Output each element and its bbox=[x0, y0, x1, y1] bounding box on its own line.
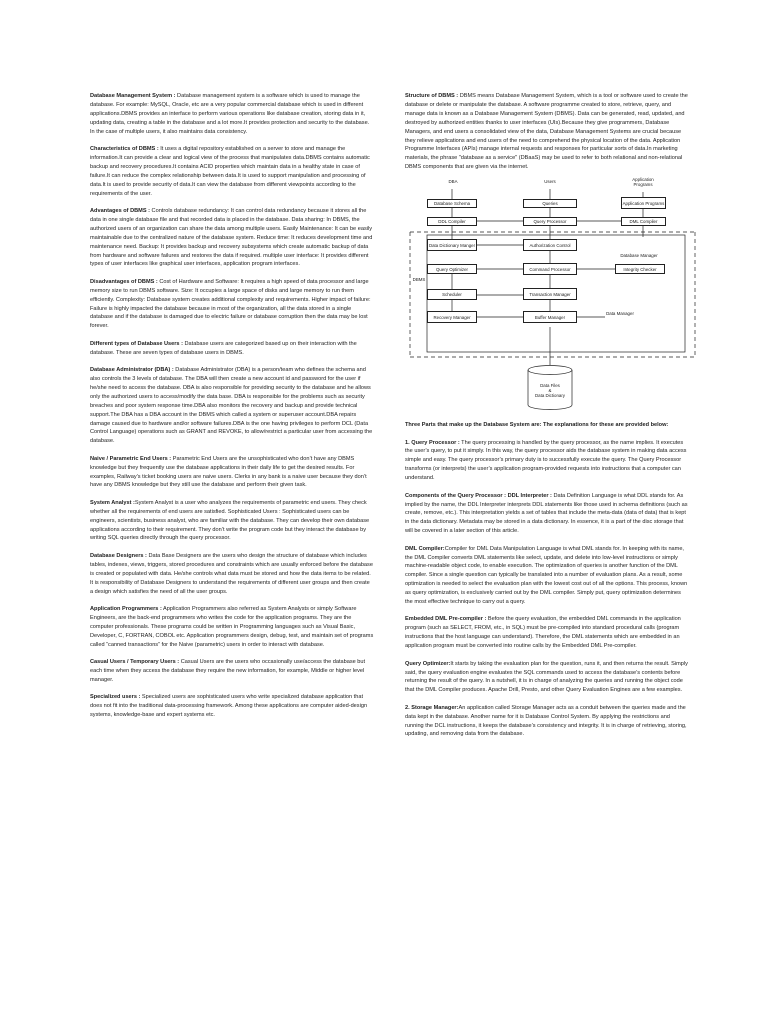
box-query-processor: Query Processor bbox=[523, 217, 577, 226]
heading-database-designers: Database Designers : bbox=[90, 552, 147, 559]
box-integrity-checker: Integrity Checker bbox=[615, 264, 665, 274]
label-data-files-line2: & bbox=[548, 388, 552, 394]
text-naive-users: Parametric End Users are the unsophisticated who don’t have any DBMS knowledge but they frequently use the database applications in their daily life to get the desired results. For examples, Railway’s ticket booking users are naive users. Clerks in any bank is a naive user because they don’t have any DBMS knowledge but they still use the database and perform their given task. bbox=[90, 455, 367, 489]
paragraph-advantages bbox=[90, 207, 374, 269]
paragraph-characteristics bbox=[90, 145, 374, 198]
paragraph-database-designers bbox=[90, 552, 374, 597]
box-dml-compiler: DML Compiler bbox=[621, 217, 666, 226]
paragraph-query-processor bbox=[405, 439, 689, 484]
box-query-optimizer: Query Optimizer bbox=[427, 264, 477, 274]
text-application-programmers: Application Programmers also referred as System Analysts or simply Software Engineers, are the back-end programmers who writes the code for the application programs. They are the computer professionals. These programs could be written in Programming languages such as Visual Basic, Developer, C, FORTRAN, COBOL etc. Application programmers design, debug, test, and maintain set of programs called “canned transactions” for the Naive (parametric) users in order to interact with database. bbox=[90, 605, 374, 648]
heading-application-programmers: Application Programmers : bbox=[90, 605, 162, 612]
text-embedded-dml: Before the query evaluation, the embedded DML commands in the application program (such as SELECT, FROM, etc., in SQL) must be pre-compiled into standard procedural calls (program instructions that the host language can understand). Therefore, the DML statements which are embedded in an application program must be converted into routine calls by the Embedded DML Pre-compiler. bbox=[405, 616, 681, 650]
heading-naive-users: Naive / Parametric End Users : bbox=[90, 455, 172, 462]
label-data-files-line1: Data Files bbox=[540, 383, 560, 389]
paragraph-specialized-users bbox=[90, 693, 374, 720]
dbms-structure-diagram bbox=[405, 177, 701, 417]
paragraph-three-parts bbox=[405, 421, 689, 430]
text-query-optimizer: It starts by taking the evaluation plan for the question, runs it, and then returns the result. Simply said, the query evaluation engine evaluates the SQL commands used to access the database’s contents before returning the result of the query. In a nutshell, it is in charge of analyzing the queries and running the object code that the DML Compiler produces. Apache Drill, Presto, and other Query Evaluation Engines are a few examples. bbox=[405, 660, 688, 694]
paragraph-casual-users bbox=[90, 658, 374, 685]
paragraph-dbms bbox=[90, 92, 374, 137]
text-dbms: Database management system is a software which is used to manage the database. For example: MySQL, Oracle, etc are a very popular commercial database which is used in different applications.DBMS provides an interface to perform various operations like database creation, storing data in it, updating data, creating a table in the database and a lot more.It provides protection and security to the database. In the case of multiple users, it also maintains data consistency. bbox=[90, 93, 370, 135]
heading-dba: Database Administrator (DBA) : bbox=[90, 367, 174, 374]
paragraph-query-optimizer bbox=[405, 660, 689, 696]
label-dbms: DBMS bbox=[412, 277, 426, 283]
text-characteristics: It uses a digital repository established on a server to store and manage the information.It can provide a clear and logical view of the process that manipulates data.DBMS contains automatic backup and recovery procedures.It contains ACID properties which maintain data in a healthy state in case of failure.It can reduce the complex relationship between data.It is used to support manipulation and processing of data.It is used to provide security of data.It can view the database from different viewpoints according to the requirements of the user. bbox=[90, 146, 370, 197]
heading-dml-compiler: DML Compiler: bbox=[405, 545, 445, 552]
paragraph-disadvantages bbox=[90, 278, 374, 331]
paragraph-system-analyst bbox=[90, 499, 374, 544]
paragraph-ddl-interpreter bbox=[405, 492, 689, 537]
paragraph-application-programmers bbox=[90, 605, 374, 650]
text-advantages: Controls database redundancy: It can control data redundancy because it stores all the data in one single database file and that recorded data is placed in the database. Data sharing: In DBMS, the authorized users of an organization can share the data among multiple users. Easily Maintenance: It can be easily maintainable due to the centralized nature of the database system. Reduce time: It reduces development time and maintenance need. Backup: It provides backup and recovery subsystems which create automatic backup of data from hardware and software failures and restores the data if required. multiple user interface: It provides different types of user interfaces like graphical user interfaces, application program interfaces. bbox=[90, 207, 373, 268]
paragraph-user-types bbox=[90, 340, 374, 358]
left-column bbox=[90, 92, 374, 720]
text-disadvantages: Cost of Hardware and Software: It requires a high speed of data processor and large memory size to run DBMS software. Size: It occupies a large space of disks and large memory to run them efficiently. Complexity: Database system creates additional complexity and requirements. Higher impact of failure: Failure is highly impacted the database because in most of the organization, all the data stored in a single database and if the database is damaged due to electric failure or database corruption then the data may be lost forever. bbox=[90, 278, 371, 330]
text-ddl-interpreter: Data Definition Language is what DDL stands for. As implied by the name, the DDL Interpreter interprets DDL statements like those used in schema definitions (such as create, remove, etc.). This interpretation yields a set of tables that include the meta-data (data of data) that is kept in the data dictionary. Metadata may be stored in a data dictionary. In essence, it is a part of the disc storage that will be covered in a later section of this article. bbox=[405, 492, 688, 535]
text-database-designers: Data Base Designers are the users who design the structure of database which includes tables, indexes, views, triggers, stored procedures and constraints which are usually enforced before the database is created or populated with data. He/she controls what data must be stored and how the data items to be related. It is responsibility of Database Designers to understand the requirements of different user groups and then create a design which satisfies the need of all the user groups. bbox=[90, 552, 373, 595]
label-database-manager: Database Manager bbox=[620, 253, 658, 259]
text-dml-compiler: Compiler for DML Data Manipulation Language is what DML stands for. In keeping with its name, the DML Compiler converts DML statements like select, update, and delete into low-level instructions or simply machine-readable object code, to enable execution. The optimization of queries is another function of the DML compiler. Since a single question can typically be translated into a number of evaluation plans. As a result, some optimization is needed to select the evaluation plan with the lowest cost out of all the options. This process, known as query optimization, is exclusively carried out by the DML compiler. Simply put, query optimization determines the most effective technique to carry out a query. bbox=[405, 545, 688, 606]
box-database-schema: Database Schema bbox=[427, 199, 477, 208]
paragraph-dml-compiler bbox=[405, 545, 689, 607]
text-storage-manager: An application called Storage Manager acts as a conduit between the queries made and the data kept in the database. Another name for it is Database Control System. By applying the restrictions and running the DCL instructions, it keeps the database’s consistency and integrity. It is in charge of retrieving, storing, updating, and removing data from the database. bbox=[405, 704, 687, 738]
paragraph-embedded-dml bbox=[405, 615, 689, 651]
text-structure: DBMS means Database Management System, which is a tool or software used to create the database or delete or manipulate the database. A software programme created to store, retrieve, query, and manage data is known as a Database Management System (DBMS). Data can be generated, read, updated, and destroyed by authorized entities thanks to user interfaces (UIs).Because they give programmers, Database Managers, and end users a consolidated view of the data, Database Management Systems are crucial because they relieve applications and end users of the need to comprehend the physical location of the data. Application Programme Interfaces (APIs) manage internal requests and responses for particular sorts of data.In marketing materials, the phrase "database as a service" (DBaaS) may be used to refer to both relational and non-relational DBMS components that are given via the internet. bbox=[405, 93, 688, 171]
box-ddl-compiler: DDL Compiler bbox=[427, 217, 477, 226]
box-recovery-manager: Recovery Manager bbox=[427, 311, 477, 323]
box-buffer-manager: Buffer Manager bbox=[523, 311, 577, 323]
heading-storage-manager: 2. Storage Manager: bbox=[405, 704, 459, 711]
paragraph-structure bbox=[405, 92, 689, 172]
heading-disadvantages: Disadvantages of DBMS : bbox=[90, 278, 158, 285]
text-dba: Database Administrator (DBA) is a person/team who defines the schema and also controls the 3 levels of database. The DBA will then create a new account id and password for the user if he/she need to access the database. DBA is also responsible for providing security to the database and he allows only the authorized users to access/modify the data base. DBA is responsible for the problems such as security breaches and poor system response time.DBA also monitors the recovery and backup and provide technical support.The DBA has a DBA account in the DBMS which called a system or superuser account.DBA repairs damage caused due to hardware and/or software failures.DBA is the one having privileges to perform DCL (Data Control Language) operations such as GRANT and REVOKE, to allow/restrict a particular user from accessing the database. bbox=[90, 367, 373, 445]
heading-system-analyst: System Analyst : bbox=[90, 499, 135, 506]
heading-casual-users: Casual Users / Temporary Users : bbox=[90, 658, 180, 665]
paragraph-storage-manager bbox=[405, 704, 689, 740]
label-data-manager: Data Manager bbox=[606, 311, 634, 317]
heading-dbms: Database Management System : bbox=[90, 93, 176, 99]
text-casual-users: Casual Users are the users who occasionally use/access the database but each time when they access the database they require the new information, for example, Middle or higher level manager. bbox=[90, 658, 366, 683]
label-data-files bbox=[528, 383, 572, 398]
heading-query-processor: 1. Query Processor : bbox=[405, 439, 460, 446]
text-user-types: Database users are categorized based up on their interaction with the database. These are seven types of database users in DBMS. bbox=[90, 340, 357, 356]
heading-user-types: Different types of Database Users : bbox=[90, 340, 183, 347]
heading-ddl-interpreter: Components of the Query Processor : DDL Interpreter : bbox=[405, 492, 552, 499]
box-application-programs: Application Programs bbox=[621, 197, 666, 209]
box-authorization-control: Authorization Control bbox=[523, 239, 577, 251]
right-column bbox=[405, 92, 689, 739]
heading-structure: Structure of DBMS : bbox=[405, 93, 459, 99]
heading-query-optimizer: Query Optimizer: bbox=[405, 660, 451, 667]
box-command-processor: Command Processor bbox=[523, 263, 577, 275]
box-scheduler: Scheduler bbox=[427, 289, 477, 300]
heading-embedded-dml: Embedded DML Pre-compiler : bbox=[405, 616, 487, 623]
heading-characteristics: Characteristics of DBMS : bbox=[90, 146, 159, 153]
text-specialized-users: Specialized users are sophisticated users who write specialized database application that does not fit into the traditional data-processing framework. Among these applications are computer aided-design systems, knowledge-base and expert systems etc. bbox=[90, 694, 368, 718]
heading-advantages: Advantages of DBMS : bbox=[90, 207, 150, 214]
paragraph-naive-users bbox=[90, 455, 374, 491]
box-queries: Queries bbox=[523, 199, 577, 208]
heading-specialized-users: Specialized users : bbox=[90, 694, 141, 701]
label-data-files-line3: Data Dictionary bbox=[534, 393, 565, 399]
heading-three-parts: Three Parts that make up the Database System are: The explanations for these are provided below: bbox=[405, 422, 669, 429]
label-application-programs: Application Programs bbox=[632, 177, 654, 188]
text-query-processor: The query processing is handled by the query processor, as the name implies. It executes the user’s query, to put it simply. In this way, the query processor aids the database system in making data access simple and easy. The query processor’s primary duty is to successfully execute the query. The Query Processor transforms (or interprets) the user’s application program-provided requests into instructions that a computer can understand. bbox=[405, 439, 687, 482]
paragraph-dba bbox=[90, 366, 374, 446]
text-system-analyst: System Analyst is a user who analyzes the requirements of parametric end users. They check whether all the requirements of end users are satisfied. Sophisticated Users : Sophisticated users can be engineers, scientists, business analyst, who are familiar with the database. They can develop their own database applications according to their requirement. They don’t write the program code but they interact the database by writing SQL queries directly through the query processor. bbox=[90, 499, 370, 542]
box-data-dictionary-manager: Data Dictionary Manger bbox=[427, 239, 477, 251]
label-users: Users bbox=[544, 179, 556, 185]
box-transaction-manager: Transaction Manager bbox=[523, 288, 577, 300]
label-dba: DBA bbox=[448, 179, 458, 185]
